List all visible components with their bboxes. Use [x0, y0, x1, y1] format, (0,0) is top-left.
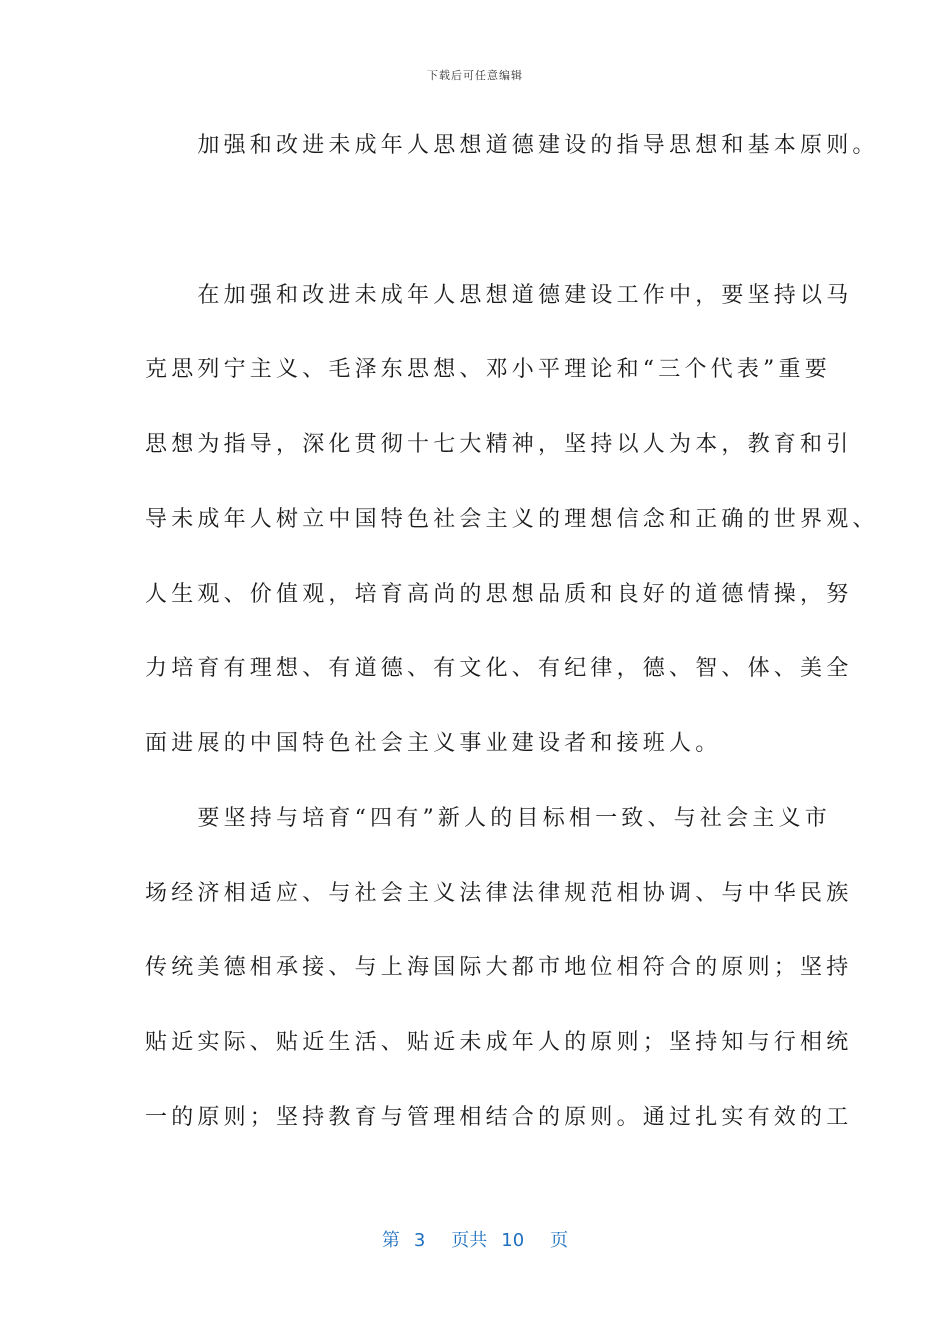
- footer-prefix: 第: [381, 1230, 400, 1251]
- current-page-number: 3: [413, 1230, 426, 1251]
- text-line: 要坚持与培育“四有”新人的目标相一致、与社会主义市: [145, 806, 831, 831]
- footer-suffix: 页: [550, 1230, 569, 1251]
- text-line: 克思列宁主义、毛泽东思想、邓小平理论和“三个代表”重要: [145, 357, 831, 382]
- page-header-note: 下载后可任意编辑: [427, 69, 523, 82]
- text-line: 场经济相适应、与社会主义法律法律规范相协调、与中华民族: [145, 881, 853, 906]
- footer-middle: 页共: [451, 1230, 488, 1251]
- text-line: 力培育有理想、有道德、有文化、有纪律，德、智、体、美全: [145, 656, 853, 681]
- text-line: 导未成年人树立中国特色社会主义的理想信念和正确的世界观、: [145, 507, 879, 532]
- text-line: 一的原则；坚持教育与管理相结合的原则。通过扎实有效的工: [145, 1105, 853, 1130]
- text-line: 传统美德相承接、与上海国际大都市地位相符合的原则；坚持: [145, 955, 853, 980]
- text-line: 思想为指导，深化贯彻十七大精神，坚持以人为本，教育和引: [145, 432, 853, 457]
- text-line: 面进展的中国特色社会主义事业建设者和接班人。: [145, 731, 722, 756]
- page-number-footer: [0, 1226, 950, 1252]
- total-pages-number: 10: [501, 1230, 525, 1251]
- text-line: 加强和改进未成年人思想道德建设的指导思想和基本原则。: [145, 133, 879, 158]
- text-line: 人生观、价值观，培育高尚的思想品质和良好的道德情操，努: [145, 582, 853, 607]
- text-line: 贴近实际、贴近生活、贴近未成年人的原则；坚持知与行相统: [145, 1030, 853, 1055]
- text-line: 在加强和改进未成年人思想道德建设工作中，要坚持以马: [145, 283, 853, 308]
